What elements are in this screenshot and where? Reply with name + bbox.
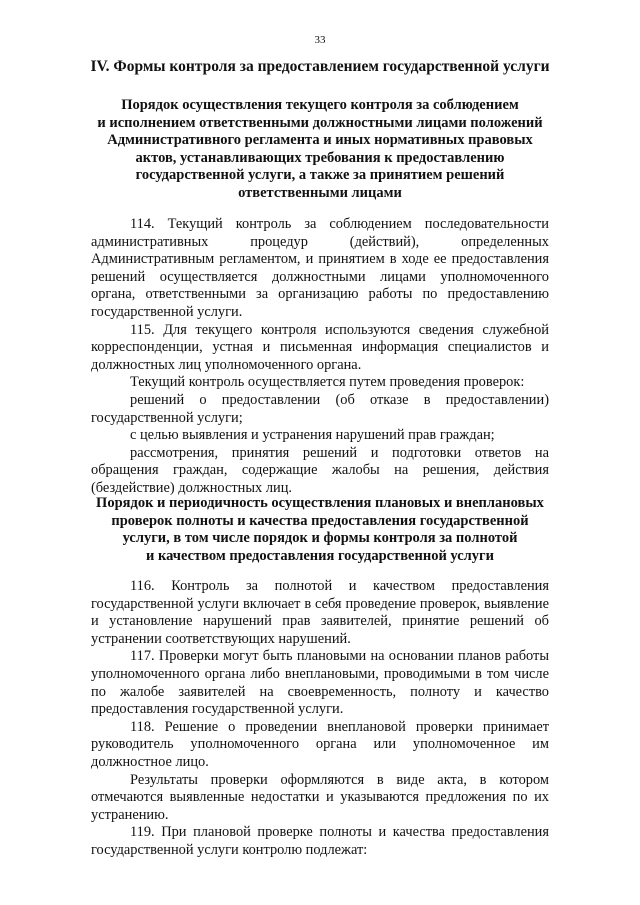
- paragraph: 117. Проверки могут быть плановыми на основании планов работы уполномоченного органа либо внеплановыми, проводимыми в том числе по жалобе заявителей на своевременность, полноту и качество предоставления государственной услуги.: [91, 648, 549, 718]
- paragraph: 118. Решение о проведении внеплановой проверки принимает руководитель уполномоченного органа или уполномоченное им должностное лицо.: [91, 718, 549, 770]
- heading-line: Порядок и периодичность осуществления плановых и внеплановых: [96, 495, 544, 511]
- heading-line: Порядок осуществления текущего контроля за соблюдением: [121, 97, 519, 113]
- paragraph: 119. При плановой проверке полноты и качества предоставления государственной услуги контролю подлежат:: [91, 824, 549, 858]
- paragraph: 114. Текущий контроль за соблюдением последовательности административных процедур (действий), определенных Административным регламентом, и принятием в ходе ее предоставления решений осуществляется должностными лицами уполномоченного органа, ответственными за организацию работы по предоставлению государственной услуги.: [91, 216, 549, 320]
- text-block-inspections: [91, 578, 549, 860]
- heading-line: и качеством предоставления государственной услуги: [146, 547, 494, 564]
- text-block-current-control: [91, 216, 549, 498]
- heading-line: ответственными лицами: [238, 184, 402, 201]
- heading-line: проверок полноты и качества предоставления государственной: [111, 512, 529, 529]
- paragraph: рассмотрения, принятия решений и подготовки ответов на обращения граждан, содержащие жалобы на решения, действия (бездействие) должностных лиц.: [91, 444, 549, 496]
- heading-line: Административного регламента и иных нормативных правовых: [107, 132, 533, 149]
- paragraph: 116. Контроль за полнотой и качеством предоставления государственной услуги включает в себя проведение проверок, выявление и установление нарушений прав заявителей, принятие решений об устранении соответствующих нарушений.: [91, 578, 549, 647]
- paragraph: Текущий контроль осуществляется путем проведения проверок:: [130, 374, 525, 391]
- paragraph: 115. Для текущего контроля используются сведения служебной корреспонденции, устная и письменная информация специалистов и должностных лиц уполномоченного органа.: [91, 321, 549, 373]
- subsection-heading-inspections: [90, 495, 550, 565]
- heading-line: услуги, в том числе порядок и формы контроля за полнотой: [122, 530, 518, 547]
- subsection-heading-current-control: [90, 97, 550, 203]
- section-title: IV. Формы контроля за предоставлением государственной услуги: [90, 58, 550, 75]
- heading-line: государственной услуги, а также за принятием решений: [135, 167, 505, 184]
- heading-line: и исполнением ответственными должностными лицами положений: [97, 114, 543, 131]
- page-number: 33: [314, 34, 326, 46]
- paragraph: Результаты проверки оформляются в виде акта, в котором отмечаются выявленные недостатки и указываются предложения по их устранению.: [91, 771, 549, 823]
- heading-line: актов, устанавливающих требования к предоставлению: [135, 149, 505, 166]
- paragraph: с целью выявления и устранения нарушений прав граждан;: [130, 427, 495, 444]
- paragraph: решений о предоставлении (об отказе в предоставлении) государственной услуги;: [91, 391, 549, 426]
